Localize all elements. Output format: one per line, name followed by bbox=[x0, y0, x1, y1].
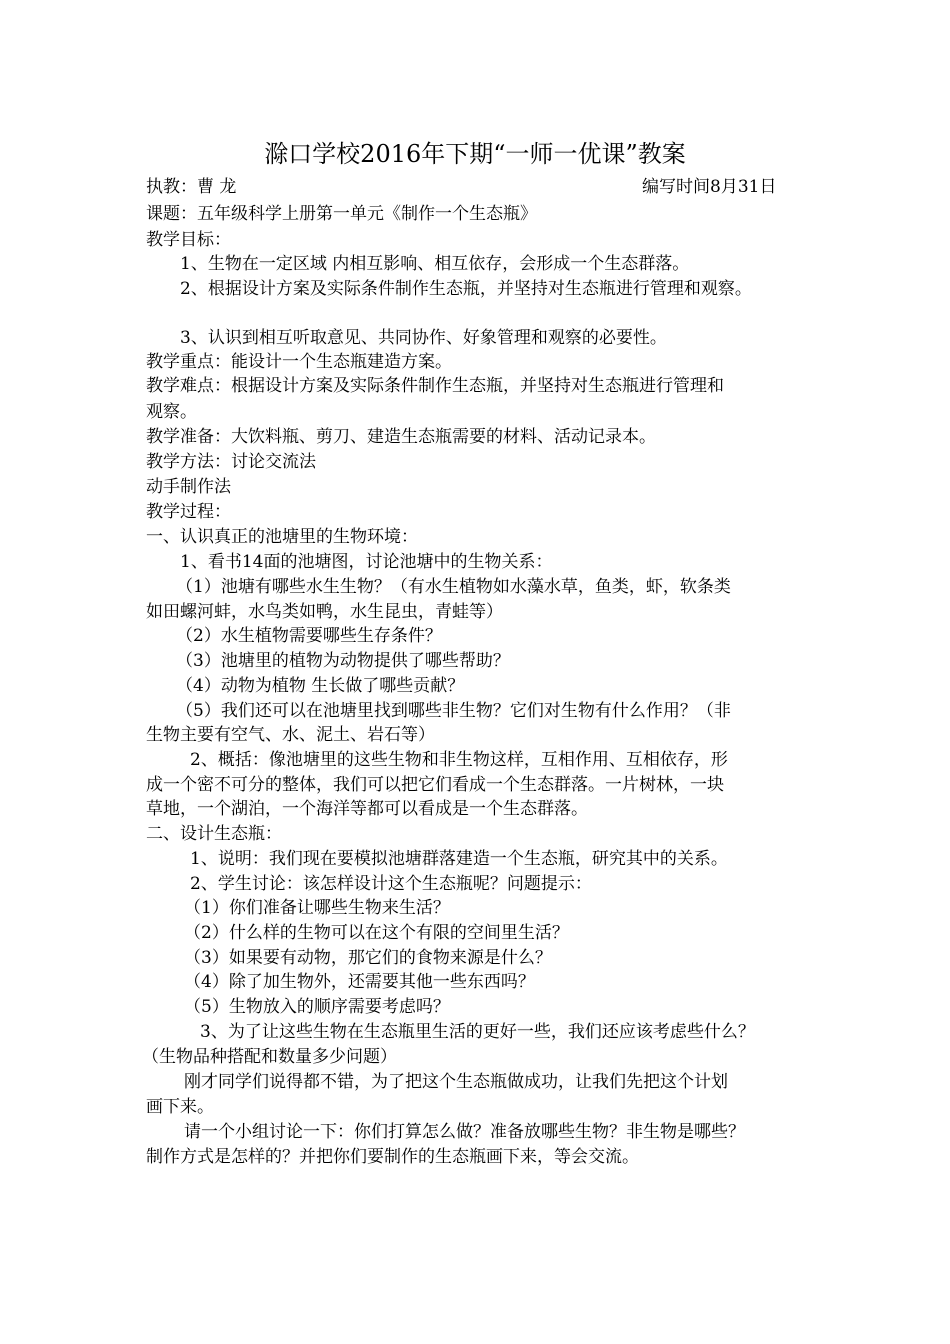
section-1-question-1b: 如田螺河蚌，水鸟类如鸭，水生昆虫，青蛙等） bbox=[146, 602, 503, 622]
document-title: 滁口学校2016年下期“一师一优课”教案 bbox=[264, 140, 686, 168]
section-2-item-1: 1、说明：我们现在要模拟池塘群落建造一个生态瓶，研究其中的关系。 bbox=[190, 849, 728, 869]
section-1-item-1: 1、看书14面的池塘图，讨论池塘中的生物关系： bbox=[180, 552, 553, 572]
goals-heading: 教学目标： bbox=[146, 230, 231, 250]
goal-item-3: 3、认识到相互听取意见、共同协作、好象管理和观察的必要性。 bbox=[180, 328, 667, 348]
section-1-heading: 一、认识真正的池塘里的生物环境： bbox=[146, 527, 418, 547]
section-1-question-5b: 生物主要有空气、水、泥土、岩石等） bbox=[146, 725, 435, 745]
goal-item-2: 2、根据设计方案及实际条件制作生态瓶，并坚持对生态瓶进行管理和观察。 bbox=[180, 279, 752, 299]
section-1-question-2: （2）水生植物需要哪些生存条件？ bbox=[176, 626, 442, 646]
difficulty-line-2: 观察。 bbox=[146, 402, 197, 422]
teacher-line: 执教：曹 龙 bbox=[146, 177, 237, 197]
topic-line: 课题：五年级科学上册第一单元《制作一个生态瓶》 bbox=[146, 204, 537, 224]
written-time: 编写时间8月31日 bbox=[642, 177, 777, 197]
difficulty-line-1: 教学难点：根据设计方案及实际条件制作生态瓶，并坚持对生态瓶进行管理和 bbox=[146, 376, 724, 396]
preparation: 教学准备：大饮料瓶、剪刀、建造生态瓶需要的材料、活动记录本。 bbox=[146, 427, 656, 447]
section-2-question-4: （4）除了加生物外，还需要其他一些东西吗？ bbox=[184, 972, 535, 992]
section-2-heading: 二、设计生态瓶： bbox=[146, 824, 282, 844]
process-heading: 教学过程： bbox=[146, 502, 231, 522]
section-2-question-2: （2）什么样的生物可以在这个有限的空间里生活？ bbox=[184, 923, 569, 943]
method-line-2: 动手制作法 bbox=[146, 477, 231, 497]
section-2-item-3a: 3、为了让这些生物在生态瓶里生活的更好一些，我们还应该考虑些什么？ bbox=[200, 1022, 755, 1042]
section-1-item-2a: 2、概括：像池塘里的这些生物和非生物这样，互相作用、互相依存，形 bbox=[190, 750, 728, 770]
section-1-item-2c: 草地，一个湖泊，一个海洋等都可以看成是一个生态群落。 bbox=[146, 799, 588, 819]
paragraph-1-line-2: 画下来。 bbox=[146, 1097, 214, 1117]
method-line-1: 教学方法：讨论交流法 bbox=[146, 452, 316, 472]
key-point: 教学重点：能设计一个生态瓶建造方案。 bbox=[146, 352, 452, 372]
section-1-item-2b: 成一个密不可分的整体，我们可以把它们看成一个生态群落。一片树林，一块 bbox=[146, 775, 724, 795]
section-2-item-3b: （生物品种搭配和数量多少问题） bbox=[142, 1047, 397, 1067]
paragraph-2-line-1: 请一个小组讨论一下：你们打算怎么做？准备放哪些生物？非生物是哪些？ bbox=[184, 1122, 745, 1142]
section-1-question-1a: （1）池塘有哪些水生生物？（有水生植物如水藻水草，鱼类，虾，软条类 bbox=[176, 577, 731, 597]
paragraph-2-line-2: 制作方式是怎样的？并把你们要制作的生态瓶画下来，等会交流。 bbox=[146, 1147, 639, 1167]
section-2-question-5: （5）生物放入的顺序需要考虑吗？ bbox=[184, 997, 450, 1017]
section-1-question-5a: （5）我们还可以在池塘里找到哪些非生物？它们对生物有什么作用？（非 bbox=[176, 701, 731, 721]
section-2-item-2: 2、学生讨论：该怎样设计这个生态瓶呢？问题提示： bbox=[190, 874, 592, 894]
section-1-question-3: （3）池塘里的植物为动物提供了哪些帮助？ bbox=[176, 651, 510, 671]
section-2-question-3: （3）如果要有动物，那它们的食物来源是什么？ bbox=[184, 948, 552, 968]
goal-item-1: 1、生物在一定区域 内相互影响、相互依存，会形成一个生态群落。 bbox=[180, 254, 690, 274]
section-2-question-1: （1）你们准备让哪些生物来生活？ bbox=[184, 898, 450, 918]
section-1-question-4: （4）动物为植物 生长做了哪些贡献？ bbox=[176, 676, 465, 696]
paragraph-1-line-1: 刚才同学们说得都不错，为了把这个生态瓶做成功，让我们先把这个计划 bbox=[184, 1072, 728, 1092]
